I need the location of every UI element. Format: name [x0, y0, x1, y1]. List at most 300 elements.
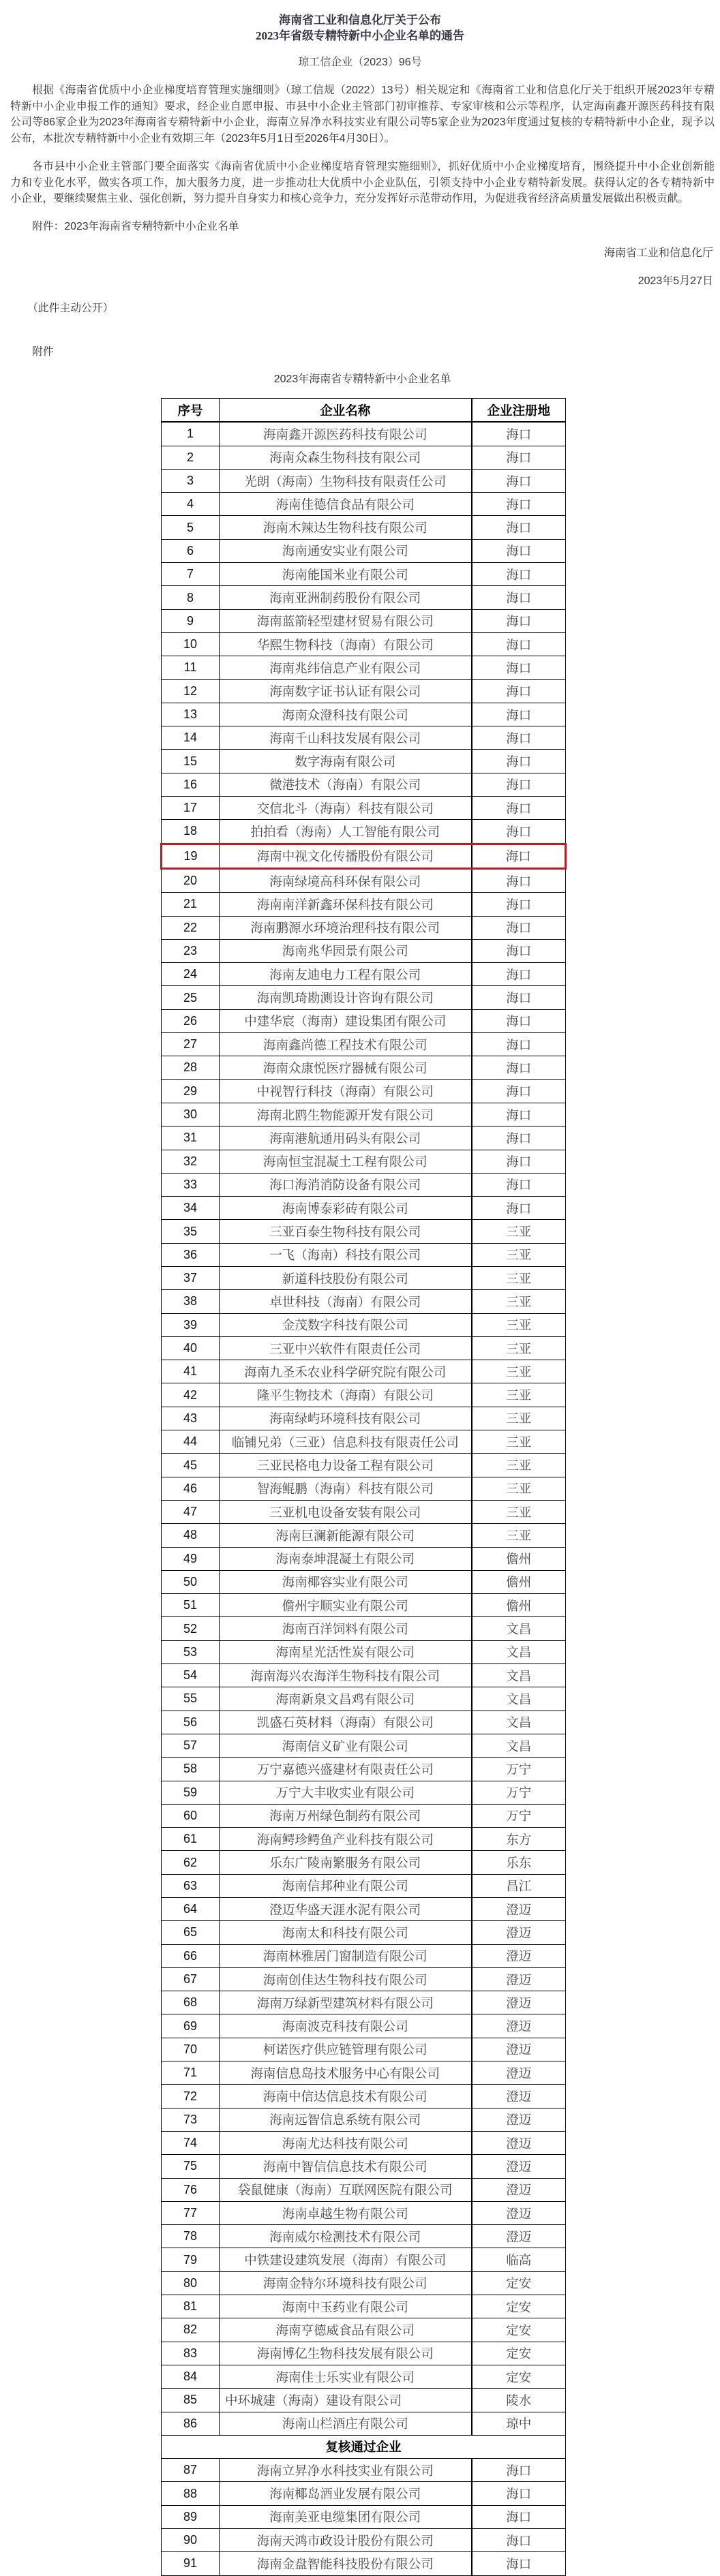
table-row [162, 893, 566, 916]
row-registered-location: 海口 [472, 2482, 566, 2505]
table-row [162, 2038, 566, 2061]
table-row [162, 963, 566, 986]
table-row [162, 2552, 566, 2575]
row-company-name: 海口海消消防设备有限公司 [220, 1173, 472, 1196]
table-row [162, 1079, 566, 1103]
row-seq-number: 38 [162, 1290, 220, 1313]
row-registered-location: 东方 [472, 1828, 566, 1851]
row-seq-number: 83 [162, 2342, 220, 2365]
row-company-name: 柯诺医疗供应链管理有限公司 [220, 2038, 472, 2061]
column-header-company-name: 企业名称 [220, 399, 472, 423]
table-row [162, 2529, 566, 2552]
row-registered-location: 海口 [472, 750, 566, 773]
row-seq-number: 4 [162, 493, 220, 516]
table-row [162, 1407, 566, 1430]
row-company-name: 海南波克科技有限公司 [220, 2014, 472, 2038]
row-company-name: 万宁嘉德兴盛建材有限责任公司 [220, 1758, 472, 1781]
row-company-name: 海南远智信息系统有限公司 [220, 2108, 472, 2131]
row-company-name: 隆平生物技术（海南）有限公司 [220, 1383, 472, 1407]
row-registered-location: 儋州 [472, 1594, 566, 1617]
row-seq-number: 66 [162, 1944, 220, 1967]
row-registered-location: 定安 [472, 2271, 566, 2295]
table-row [162, 1360, 566, 1383]
table-row [162, 2459, 566, 2482]
paragraph-line: 小企业，要继续聚焦主业、强化创新，努力提升自身实力和核心竞争力，充分发挥好示范带动作用，为促进我省经济高质量发展做出积极贡献。 [10, 193, 689, 205]
table-row [162, 679, 566, 703]
table-row [162, 1103, 566, 1126]
row-seq-number: 57 [162, 1734, 220, 1757]
table-row [162, 1033, 566, 1056]
row-registered-location: 万宁 [472, 1804, 566, 1827]
paragraph-line: 公司等86家企业为2023年海南省专精特新中小企业，海南立昇净水科技实业有限公司等5家企业为2023年度通过复核的专精特新中小企业，现予以 [10, 117, 715, 129]
row-registered-location: 澄迈 [472, 2038, 566, 2061]
row-seq-number: 89 [162, 2505, 220, 2528]
row-registered-location: 澄迈 [472, 2131, 566, 2154]
row-seq-number: 50 [162, 1570, 220, 1593]
row-seq-number: 55 [162, 1687, 220, 1711]
table-row [162, 1617, 566, 1640]
table-row [162, 1828, 566, 1851]
row-registered-location: 定安 [472, 2318, 566, 2342]
table-row [162, 516, 566, 539]
table-row [162, 916, 566, 939]
row-seq-number: 28 [162, 1056, 220, 1079]
row-company-name: 三亚机电设备安装有限公司 [220, 1500, 472, 1523]
row-seq-number: 51 [162, 1594, 220, 1617]
row-company-name: 海南九圣禾农业科学研究院有限公司 [220, 1360, 472, 1383]
table-row [162, 2389, 566, 2412]
row-company-name: 三亚中兴软件有限责任公司 [220, 1336, 472, 1360]
row-company-name: 海南信息岛技术服务中心有限公司 [220, 2061, 472, 2085]
section-header-row [162, 2435, 566, 2458]
row-company-name: 海南佳德信食品有限公司 [220, 493, 472, 516]
row-registered-location: 临高 [472, 2248, 566, 2271]
row-company-name: 海南信义矿业有限公司 [220, 1734, 472, 1757]
row-registered-location: 海口 [472, 1126, 566, 1150]
document-number: 琼工信企业（2023）96号 [298, 57, 422, 68]
table-row [162, 656, 566, 679]
row-company-name: 海南能国米业有限公司 [220, 563, 472, 586]
table-row [162, 539, 566, 562]
row-seq-number: 74 [162, 2131, 220, 2154]
table-row [162, 1687, 566, 1711]
row-registered-location: 澄迈 [472, 1991, 566, 2014]
row-company-name: 中环城建（海南）建设有限公司 [220, 2389, 472, 2412]
row-company-name: 海南立昇净水科技实业有限公司 [220, 2459, 472, 2482]
row-seq-number: 22 [162, 916, 220, 939]
row-registered-location: 文昌 [472, 1687, 566, 1711]
table-row [162, 2482, 566, 2505]
table-row [162, 2248, 566, 2271]
row-registered-location: 澄迈 [472, 1944, 566, 1967]
paragraph-line: 特新中小企业申报工作的通知》要求，经企业自愿申报、市县中小企业主管部门初审推荐、专家审核和公示等程序，认定海南鑫开源医药科技有限 [10, 100, 715, 112]
row-company-name: 海南椰容实业有限公司 [220, 1570, 472, 1593]
row-seq-number: 12 [162, 679, 220, 703]
row-company-name: 三亚民格电力设备工程有限公司 [220, 1454, 472, 1477]
row-seq-number: 87 [162, 2459, 220, 2482]
row-registered-location: 文昌 [472, 1617, 566, 1640]
row-seq-number: 11 [162, 656, 220, 679]
row-company-name: 海南千山科技发展有限公司 [220, 726, 472, 750]
row-seq-number: 39 [162, 1313, 220, 1336]
table-row [162, 2061, 566, 2085]
row-registered-location: 海口 [472, 703, 566, 726]
table-row [162, 2271, 566, 2295]
table-row [162, 2412, 566, 2435]
row-registered-location: 澄迈 [472, 2014, 566, 2038]
row-seq-number: 88 [162, 2482, 220, 2505]
row-registered-location: 海口 [472, 586, 566, 609]
row-seq-number: 61 [162, 1828, 220, 1851]
row-registered-location: 陵水 [472, 2389, 566, 2412]
row-registered-location: 万宁 [472, 1781, 566, 1804]
table-row [162, 2155, 566, 2178]
table-row [162, 1220, 566, 1243]
row-registered-location: 海口 [472, 609, 566, 632]
row-registered-location: 澄迈 [472, 2108, 566, 2131]
row-company-name: 海南新泉文昌鸡有限公司 [220, 1687, 472, 1711]
row-registered-location: 文昌 [472, 1664, 566, 1687]
row-seq-number: 29 [162, 1079, 220, 1103]
table-row [162, 493, 566, 516]
row-company-name: 一飞（海南）科技有限公司 [220, 1243, 472, 1266]
table-row [162, 563, 566, 586]
row-company-name: 海南威尔检测技术有限公司 [220, 2225, 472, 2248]
table-title: 2023年海南省专精特新中小企业名单 [273, 373, 451, 385]
row-seq-number: 81 [162, 2295, 220, 2318]
row-company-name: 海南金特尔环境科技有限公司 [220, 2271, 472, 2295]
table-row [162, 1197, 566, 1220]
row-company-name: 海南博泰彩砖有限公司 [220, 1197, 472, 1220]
row-seq-number: 76 [162, 2178, 220, 2201]
row-seq-number: 67 [162, 1967, 220, 1991]
table-row [162, 2178, 566, 2201]
table-row [162, 446, 566, 469]
row-company-name: 海南山栏酒庄有限公司 [220, 2412, 472, 2435]
row-seq-number: 65 [162, 1921, 220, 1944]
row-seq-number: 44 [162, 1430, 220, 1454]
row-registered-location: 三亚 [472, 1313, 566, 1336]
table-row [162, 1500, 566, 1523]
row-company-name: 海南信邦种业有限公司 [220, 1874, 472, 1897]
table-row [162, 2295, 566, 2318]
table-row [162, 609, 566, 632]
row-seq-number: 9 [162, 609, 220, 632]
table-row [162, 750, 566, 773]
row-seq-number: 58 [162, 1758, 220, 1781]
row-company-name: 海南泰坤混凝土有限公司 [220, 1547, 472, 1570]
row-company-name: 卓世科技（海南）有限公司 [220, 1290, 472, 1313]
new-enterprises-group [162, 422, 566, 2435]
row-company-name: 海南木辣达生物科技有限公司 [220, 516, 472, 539]
row-seq-number: 36 [162, 1243, 220, 1266]
row-seq-number: 24 [162, 963, 220, 986]
table-row [162, 1173, 566, 1196]
table-row [162, 2085, 566, 2108]
table-row [162, 1921, 566, 1944]
row-seq-number: 27 [162, 1033, 220, 1056]
row-company-name: 海南绿屿环境科技有限公司 [220, 1407, 472, 1430]
notice-title-line-2: 2023年省级专精特新中小企业名单的通告 [256, 29, 464, 42]
row-registered-location: 海口 [472, 1009, 566, 1032]
paragraph-line: 公布，本批次专精特新中小企业有效期三年（2023年5月1日至2026年4月30日）。 [10, 133, 395, 145]
row-registered-location: 海口 [472, 868, 566, 892]
row-company-name: 海南亚洲制药股份有限公司 [220, 586, 472, 609]
row-seq-number: 68 [162, 1991, 220, 2014]
row-seq-number: 6 [162, 539, 220, 562]
row-company-name: 海南恒宝混凝土工程有限公司 [220, 1150, 472, 1173]
row-registered-location: 海口 [472, 1150, 566, 1173]
row-registered-location: 三亚 [472, 1360, 566, 1383]
notice-title-line-1: 海南省工业和信息化厅关于公布 [279, 14, 441, 27]
row-registered-location: 文昌 [472, 1640, 566, 1663]
row-registered-location: 海口 [472, 2529, 566, 2552]
table-row [162, 2365, 566, 2388]
row-company-name: 海南博亿生物科技发展有限公司 [220, 2342, 472, 2365]
row-registered-location: 澄迈 [472, 2061, 566, 2085]
row-seq-number: 19 [162, 844, 220, 868]
row-registered-location: 海口 [472, 773, 566, 796]
row-registered-location: 万宁 [472, 1758, 566, 1781]
row-company-name: 澄迈华盛天涯水泥有限公司 [220, 1898, 472, 1921]
table-row [162, 1266, 566, 1289]
row-company-name: 海南海兴农海洋生物科技有限公司 [220, 1664, 472, 1687]
row-seq-number: 75 [162, 2155, 220, 2178]
row-registered-location: 三亚 [472, 1430, 566, 1454]
row-seq-number: 60 [162, 1804, 220, 1827]
row-seq-number: 41 [162, 1360, 220, 1383]
table-row [162, 868, 566, 892]
enterprise-list-table [160, 398, 567, 2576]
row-seq-number: 37 [162, 1266, 220, 1289]
row-company-name: 海南万绿新型建筑材料有限公司 [220, 1991, 472, 2014]
table-row [162, 1313, 566, 1336]
table-row [162, 1944, 566, 1967]
row-company-name: 交信北斗（海南）科技有限公司 [220, 797, 472, 820]
row-registered-location: 琼中 [472, 2412, 566, 2435]
notice-title [0, 12, 720, 44]
row-company-name: 乐东广陵南繁服务有限公司 [220, 1851, 472, 1874]
table-row [162, 1290, 566, 1313]
row-registered-location: 文昌 [472, 1711, 566, 1734]
row-registered-location: 海口 [472, 893, 566, 916]
row-registered-location: 海口 [472, 2505, 566, 2528]
table-row [162, 1734, 566, 1757]
table-row [162, 939, 566, 962]
row-company-name: 万宁大丰收实业有限公司 [220, 1781, 472, 1804]
row-seq-number: 62 [162, 1851, 220, 1874]
row-seq-number: 25 [162, 986, 220, 1009]
row-registered-location: 三亚 [472, 1500, 566, 1523]
row-registered-location: 海口 [472, 539, 566, 562]
table-row [162, 1454, 566, 1477]
row-seq-number: 5 [162, 516, 220, 539]
row-company-name: 海南友迪电力工程有限公司 [220, 963, 472, 986]
row-seq-number: 15 [162, 750, 220, 773]
row-company-name: 海南众康悦医疗器械有限公司 [220, 1056, 472, 1079]
row-registered-location: 儋州 [472, 1570, 566, 1593]
row-registered-location: 澄迈 [472, 2178, 566, 2201]
row-seq-number: 69 [162, 2014, 220, 2038]
table-row [162, 1874, 566, 1897]
row-seq-number: 14 [162, 726, 220, 750]
table-row [162, 1851, 566, 1874]
row-seq-number: 17 [162, 797, 220, 820]
table-row [162, 1804, 566, 1827]
row-seq-number: 70 [162, 2038, 220, 2061]
row-registered-location: 海口 [472, 844, 566, 868]
row-registered-location: 三亚 [472, 1336, 566, 1360]
table-row [162, 2342, 566, 2365]
table-row [162, 2201, 566, 2224]
row-seq-number: 43 [162, 1407, 220, 1430]
row-registered-location: 定安 [472, 2365, 566, 2388]
row-registered-location: 海口 [472, 632, 566, 656]
row-registered-location: 澄迈 [472, 2201, 566, 2224]
column-header-registered-location: 企业注册地 [472, 399, 566, 423]
row-company-name: 海南星光活性炭有限公司 [220, 1640, 472, 1663]
table-row [162, 1477, 566, 1500]
row-company-name: 海南南洋新鑫环保科技有限公司 [220, 893, 472, 916]
row-company-name: 海南鑫开源医药科技有限公司 [220, 422, 472, 446]
row-seq-number: 46 [162, 1477, 220, 1500]
row-seq-number: 18 [162, 820, 220, 844]
table-row [162, 1758, 566, 1781]
table-row [162, 1991, 566, 2014]
table-row [162, 703, 566, 726]
row-seq-number: 26 [162, 1009, 220, 1032]
table-row [162, 1243, 566, 1266]
table-row [162, 986, 566, 1009]
section-title: 复核通过企业 [162, 2435, 566, 2458]
paragraph-line: 根据《海南省优质中小企业梯度培育管理实施细则》（琼工信规（2022）13号）相关规定和《海南省工业和信息化厅关于组织开展2023年专精 [32, 85, 715, 96]
disclosure-note: （此件主动公开） [27, 303, 114, 314]
attachment-note: 附件：2023年海南省专精特新中小企业名单 [32, 221, 239, 232]
issue-date: 2023年5月27日 [638, 275, 713, 287]
row-company-name: 拍拍看（海南）人工智能有限公司 [220, 820, 472, 844]
row-company-name: 海南港航通用码头有限公司 [220, 1126, 472, 1150]
row-registered-location: 澄迈 [472, 2085, 566, 2108]
row-registered-location: 澄迈 [472, 1921, 566, 1944]
row-company-name: 光朗（海南）生物科技有限责任公司 [220, 469, 472, 492]
row-registered-location: 三亚 [472, 1243, 566, 1266]
row-registered-location: 儋州 [472, 1547, 566, 1570]
row-registered-location: 三亚 [472, 1290, 566, 1313]
row-seq-number: 54 [162, 1664, 220, 1687]
table-row [162, 1150, 566, 1173]
row-registered-location: 海口 [472, 1103, 566, 1126]
row-registered-location: 海口 [472, 2552, 566, 2575]
row-company-name: 数字海南有限公司 [220, 750, 472, 773]
review-section [162, 2435, 566, 2458]
table-row [162, 773, 566, 796]
row-registered-location: 海口 [472, 469, 566, 492]
row-seq-number: 63 [162, 1874, 220, 1897]
row-seq-number: 52 [162, 1617, 220, 1640]
table-header-row [162, 399, 566, 423]
row-company-name: 中建华宸（海南）建设集团有限公司 [220, 1009, 472, 1032]
row-seq-number: 82 [162, 2318, 220, 2342]
row-seq-number: 33 [162, 1173, 220, 1196]
table-row [162, 2505, 566, 2528]
row-seq-number: 85 [162, 2389, 220, 2412]
table-row [162, 1009, 566, 1032]
row-seq-number: 7 [162, 563, 220, 586]
row-company-name: 袋鼠健康（海南）互联网医院有限公司 [220, 2178, 472, 2201]
row-seq-number: 20 [162, 868, 220, 892]
row-company-name: 海南创佳达生物科技有限公司 [220, 1967, 472, 1991]
row-registered-location: 海口 [472, 446, 566, 469]
row-company-name: 海南鳄珍鳄鱼产业科技有限公司 [220, 1828, 472, 1851]
row-company-name: 新道科技股份有限公司 [220, 1266, 472, 1289]
row-company-name: 微港技术（海南）有限公司 [220, 773, 472, 796]
row-company-name: 华熙生物科技（海南）有限公司 [220, 632, 472, 656]
row-registered-location: 海口 [472, 563, 566, 586]
row-company-name: 海南太和科技有限公司 [220, 1921, 472, 1944]
table-row [162, 1383, 566, 1407]
row-company-name: 海南众澄科技有限公司 [220, 703, 472, 726]
body-paragraph-1 [10, 82, 715, 147]
row-seq-number: 71 [162, 2061, 220, 2085]
row-registered-location: 海口 [472, 916, 566, 939]
row-seq-number: 48 [162, 1524, 220, 1547]
row-company-name: 海南蓝箭轻型建材贸易有限公司 [220, 609, 472, 632]
row-seq-number: 16 [162, 773, 220, 796]
row-registered-location: 海口 [472, 1033, 566, 1056]
row-registered-location: 海口 [472, 1079, 566, 1103]
table-row [162, 1056, 566, 1079]
row-company-name: 临铺兄弟（三亚）信息科技有限责任公司 [220, 1430, 472, 1454]
row-company-name: 凯盛石英材料（海南）有限公司 [220, 1711, 472, 1734]
row-company-name: 金茂数字科技有限公司 [220, 1313, 472, 1336]
row-seq-number: 23 [162, 939, 220, 962]
row-registered-location: 三亚 [472, 1220, 566, 1243]
row-registered-location: 三亚 [472, 1383, 566, 1407]
row-registered-location: 三亚 [472, 1407, 566, 1430]
row-company-name: 海南中视文化传播股份有限公司 [220, 844, 472, 868]
row-company-name: 海南亨德威食品有限公司 [220, 2318, 472, 2342]
row-company-name: 海南众森生物科技有限公司 [220, 446, 472, 469]
row-company-name: 中视智行科技（海南）有限公司 [220, 1079, 472, 1103]
row-registered-location: 三亚 [472, 1477, 566, 1500]
row-registered-location: 海口 [472, 656, 566, 679]
table-row-highlighted [162, 844, 566, 868]
table-row [162, 1547, 566, 1570]
row-seq-number: 73 [162, 2108, 220, 2131]
row-seq-number: 30 [162, 1103, 220, 1126]
row-seq-number: 8 [162, 586, 220, 609]
row-registered-location: 海口 [472, 963, 566, 986]
table-row [162, 422, 566, 446]
table-row [162, 1126, 566, 1150]
row-company-name: 海南天鸿市政设计股份有限公司 [220, 2529, 472, 2552]
row-company-name: 海南兆纬信息产业有限公司 [220, 656, 472, 679]
table-row [162, 1898, 566, 1921]
table-row [162, 820, 566, 844]
row-registered-location: 澄迈 [472, 1898, 566, 1921]
row-seq-number: 59 [162, 1781, 220, 1804]
table-row [162, 632, 566, 656]
table-row [162, 2318, 566, 2342]
row-seq-number: 47 [162, 1500, 220, 1523]
row-company-name: 智海鲲鹏（海南）科技有限公司 [220, 1477, 472, 1500]
row-registered-location: 定安 [472, 2342, 566, 2365]
row-seq-number: 80 [162, 2271, 220, 2295]
row-registered-location: 海口 [472, 939, 566, 962]
row-company-name: 海南尤达科技有限公司 [220, 2131, 472, 2154]
row-seq-number: 78 [162, 2225, 220, 2248]
attachment-label: 附件 [32, 346, 54, 358]
